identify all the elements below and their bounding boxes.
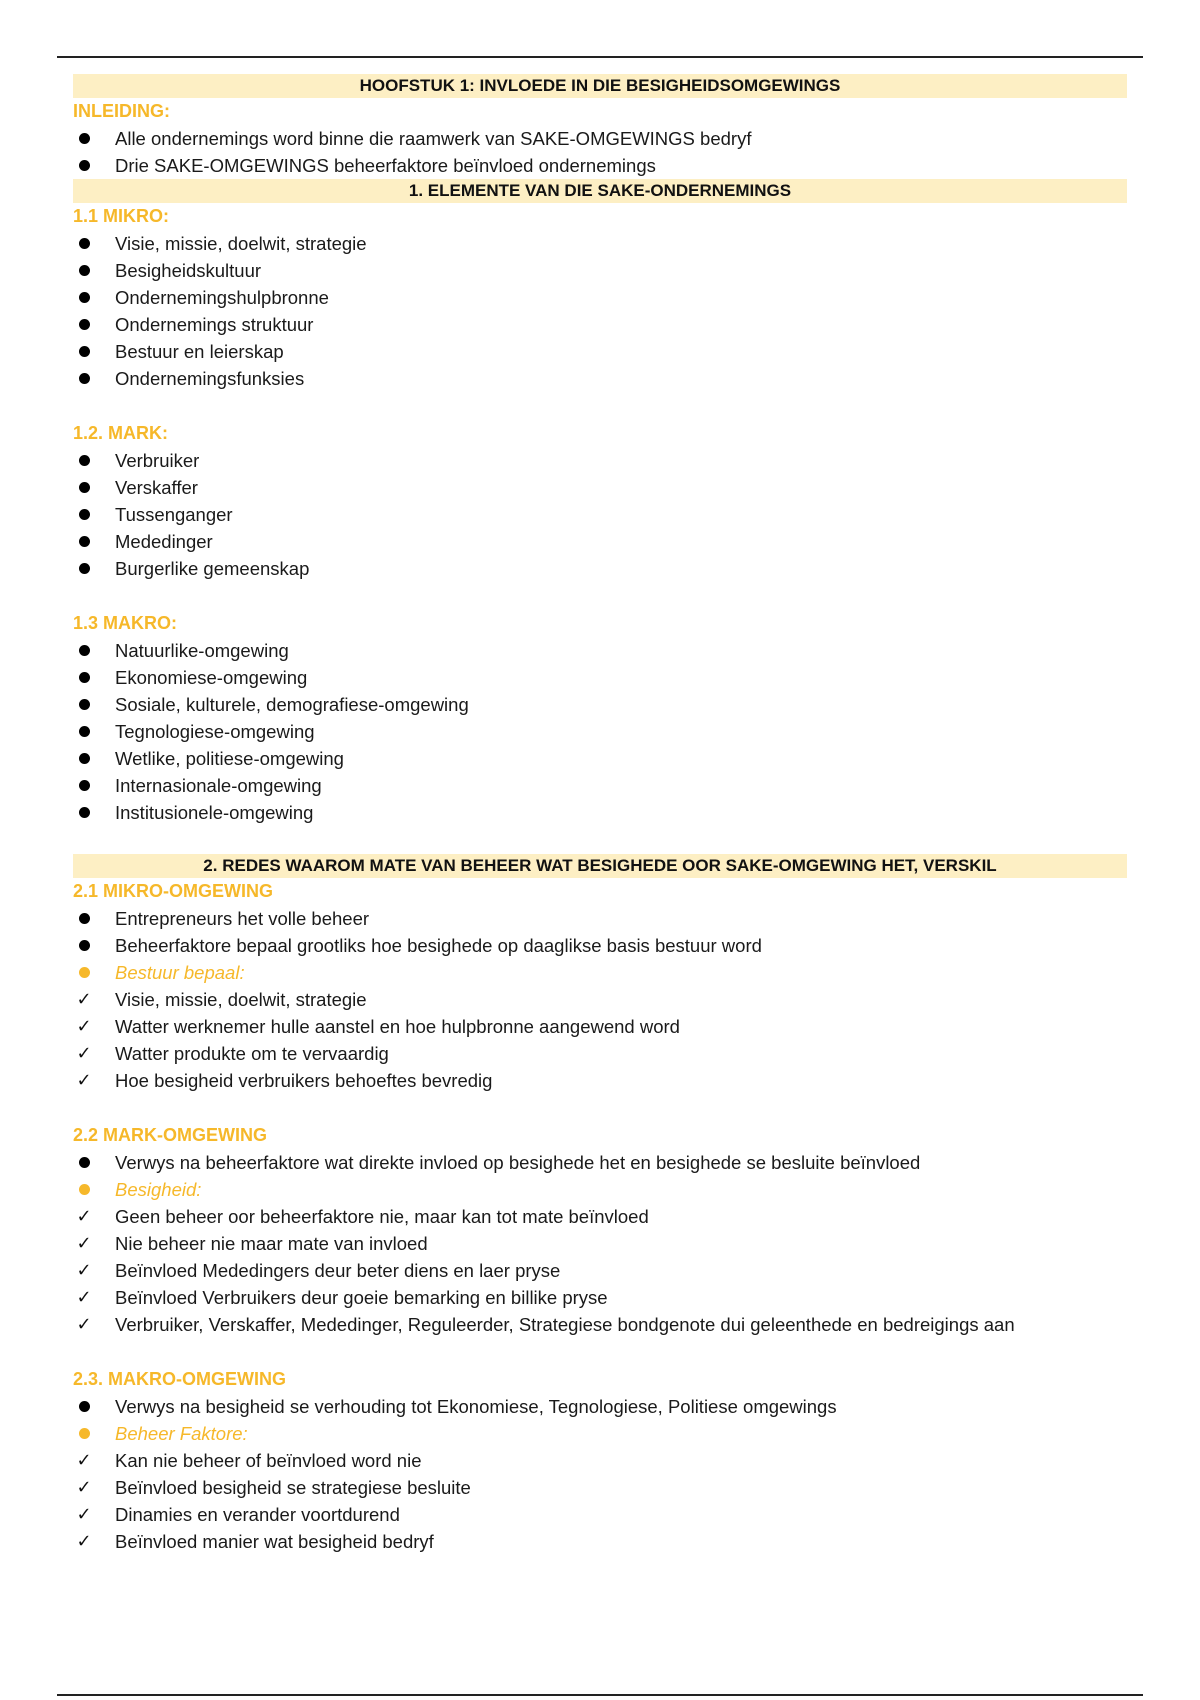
bullet-dot-icon [79, 238, 90, 249]
check-item: ✓ Watter produkte om te vervaardig [73, 1040, 1127, 1067]
bullet-dot-icon [79, 1401, 90, 1412]
list-subheading: Beheer Faktore: [73, 1420, 1127, 1447]
micro-heading: 1.1 MIKRO: [73, 206, 170, 226]
checkmark-icon: ✓ [76, 1450, 92, 1471]
check-item: ✓ Beïnvloed manier wat besigheid bedryf [73, 1528, 1127, 1555]
bullet-dot-icon [79, 780, 90, 791]
list-item: Verskaffer [73, 474, 1127, 501]
bullet-dot-icon [79, 699, 90, 710]
list-item: Ondernemings struktuur [73, 311, 1127, 338]
bullet-dot-icon [79, 726, 90, 737]
chapter-title: HOOFSTUK 1: INVLOEDE IN DIE BESIGHEIDSOMGEWINGS [73, 74, 1127, 98]
accent-bullet-icon [79, 967, 90, 978]
micro-env-list [73, 905, 1127, 1094]
check-item: ✓ Beïnvloed Verbruikers deur goeie bemarking en billike pryse [73, 1284, 1127, 1311]
macro-list [73, 637, 1127, 826]
intro-heading: INLEIDING: [73, 101, 170, 121]
list-item: Verwys na beheerfaktore wat direkte invloed op besighede het en besighede se besluite beïnvloed [73, 1149, 1127, 1176]
list-subheading: Bestuur bepaal: [73, 959, 1127, 986]
bullet-dot-icon [79, 509, 90, 520]
bullet-dot-icon [79, 482, 90, 493]
checkmark-icon: ✓ [76, 1016, 92, 1037]
bullet-dot-icon [79, 672, 90, 683]
accent-bullet-icon [79, 1184, 90, 1195]
check-item: ✓ Dinamies en verander voortdurend [73, 1501, 1127, 1528]
bullet-dot-icon [79, 1157, 90, 1168]
list-item: Internasionale-omgewing [73, 772, 1127, 799]
list-item: Verwys na besigheid se verhouding tot Ekonomiese, Tegnologiese, Politiese omgewings [73, 1393, 1127, 1420]
bullet-dot-icon [79, 536, 90, 547]
intro-list [73, 125, 1127, 179]
list-item: Alle ondernemings word binne die raamwerk van SAKE-OMGEWINGS bedryf [73, 125, 1127, 152]
check-item: ✓ Verbruiker, Verskaffer, Mededinger, Reguleerder, Strategiese bondgenote dui geleenthede en bedreigings aan [73, 1311, 1127, 1338]
checkmark-icon: ✓ [76, 1070, 92, 1091]
list-item: Bestuur en leierskap [73, 338, 1127, 365]
check-item: ✓ Visie, missie, doelwit, strategie [73, 986, 1127, 1013]
checkmark-icon: ✓ [76, 989, 92, 1010]
part2-title: 2. REDES WAAROM MATE VAN BEHEER WAT BESIGHEDE OOR SAKE-OMGEWING HET, VERSKIL [73, 854, 1127, 878]
check-item: ✓ Beïnvloed Mededingers deur beter diens en laer pryse [73, 1257, 1127, 1284]
list-item: Entrepreneurs het volle beheer [73, 905, 1127, 932]
accent-bullet-icon [79, 1428, 90, 1439]
bullet-dot-icon [79, 265, 90, 276]
check-item: ✓ Watter werknemer hulle aanstel en hoe hulpbronne aangewend word [73, 1013, 1127, 1040]
checkmark-icon: ✓ [76, 1504, 92, 1525]
bullet-dot-icon [79, 133, 90, 144]
bullet-dot-icon [79, 346, 90, 357]
market-heading: 1.2. MARK: [73, 423, 169, 443]
list-item: Ekonomiese-omgewing [73, 664, 1127, 691]
bullet-dot-icon [79, 373, 90, 384]
micro-env-heading: 2.1 MIKRO-OMGEWING [73, 881, 274, 901]
macro-env-heading: 2.3. MAKRO-OMGEWING [73, 1369, 287, 1389]
list-item: Besigheidskultuur [73, 257, 1127, 284]
bullet-dot-icon [79, 292, 90, 303]
list-item: Institusionele-omgewing [73, 799, 1127, 826]
macro-env-list [73, 1393, 1127, 1555]
market-env-list [73, 1149, 1127, 1338]
checkmark-icon: ✓ [76, 1260, 92, 1281]
list-item: Tussenganger [73, 501, 1127, 528]
check-item: ✓ Geen beheer oor beheerfaktore nie, maar kan tot mate beïnvloed [73, 1203, 1127, 1230]
checkmark-icon: ✓ [76, 1043, 92, 1064]
list-item: Ondernemingshulpbronne [73, 284, 1127, 311]
list-item: Beheerfaktore bepaal grootliks hoe besighede op daaglikse basis bestuur word [73, 932, 1127, 959]
bullet-dot-icon [79, 753, 90, 764]
market-env-heading: 2.2 MARK-OMGEWING [73, 1125, 268, 1145]
bullet-dot-icon [79, 913, 90, 924]
check-item: ✓ Kan nie beheer of beïnvloed word nie [73, 1447, 1127, 1474]
list-item: Burgerlike gemeenskap [73, 555, 1127, 582]
micro-list [73, 230, 1127, 392]
checkmark-icon: ✓ [76, 1287, 92, 1308]
list-item: Verbruiker [73, 447, 1127, 474]
checkmark-icon: ✓ [76, 1206, 92, 1227]
list-item: Wetlike, politiese-omgewing [73, 745, 1127, 772]
market-list [73, 447, 1127, 582]
checkmark-icon: ✓ [76, 1233, 92, 1254]
list-item: Sosiale, kulturele, demografiese-omgewing [73, 691, 1127, 718]
list-item: Natuurlike-omgewing [73, 637, 1127, 664]
bullet-dot-icon [79, 807, 90, 818]
bullet-dot-icon [79, 940, 90, 951]
list-subheading: Besigheid: [73, 1176, 1127, 1203]
bullet-dot-icon [79, 455, 90, 466]
checkmark-icon: ✓ [76, 1531, 92, 1552]
macro-heading: 1.3 MAKRO: [73, 613, 178, 633]
checkmark-icon: ✓ [76, 1477, 92, 1498]
document-body [73, 74, 1127, 1555]
list-item: Mededinger [73, 528, 1127, 555]
list-item: Drie SAKE-OMGEWINGS beheerfaktore beïnvloed ondernemings [73, 152, 1127, 179]
bullet-dot-icon [79, 319, 90, 330]
bullet-dot-icon [79, 160, 90, 171]
list-item: Tegnologiese-omgewing [73, 718, 1127, 745]
list-item: Ondernemingsfunksies [73, 365, 1127, 392]
check-item: ✓ Beïnvloed besigheid se strategiese besluite [73, 1474, 1127, 1501]
bullet-dot-icon [79, 645, 90, 656]
bullet-dot-icon [79, 563, 90, 574]
part1-title: 1. ELEMENTE VAN DIE SAKE-ONDERNEMINGS [73, 179, 1127, 203]
check-item: ✓ Hoe besigheid verbruikers behoeftes bevredig [73, 1067, 1127, 1094]
checkmark-icon: ✓ [76, 1314, 92, 1335]
top-rule [57, 56, 1143, 58]
list-item: Visie, missie, doelwit, strategie [73, 230, 1127, 257]
bottom-rule [57, 1694, 1143, 1696]
check-item: ✓ Nie beheer nie maar mate van invloed [73, 1230, 1127, 1257]
